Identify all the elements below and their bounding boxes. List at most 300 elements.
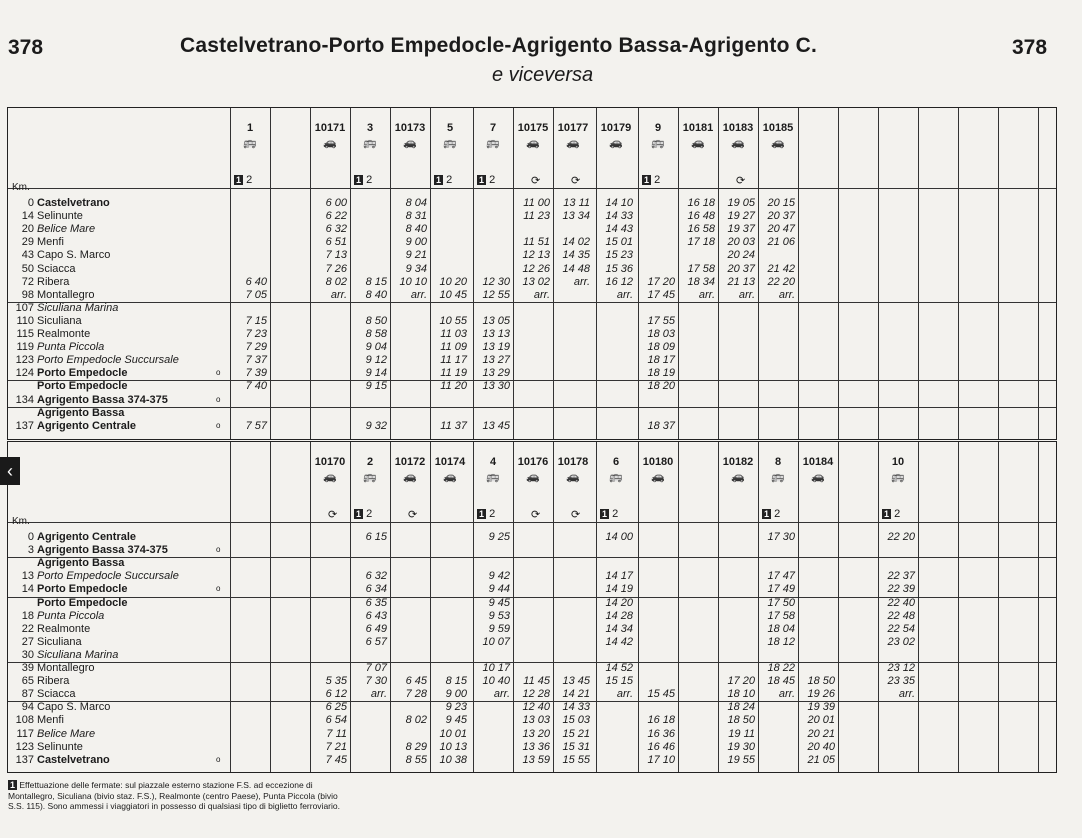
column-divider <box>838 442 839 772</box>
train-number: 8 <box>774 456 782 468</box>
time-cell: 9 45 <box>488 596 510 609</box>
time-cell: 14 28 <box>605 609 633 622</box>
time-cell: 15 15 <box>605 675 633 688</box>
station-name: Agrigento Bassa 374-375 <box>37 544 168 557</box>
time-cell: 22 37 <box>887 570 915 583</box>
station-name: Belice Mare <box>37 727 96 740</box>
time-cell: 22 20 <box>767 275 795 288</box>
time-cell: 6 34 <box>365 583 387 596</box>
station-name: Agrigento Centrale <box>37 419 137 432</box>
station-km: 72 <box>21 275 34 288</box>
time-cell: 13 05 <box>482 314 510 327</box>
time-cell: 17 30 <box>767 531 795 543</box>
time-cell: 21 05 <box>807 753 835 766</box>
time-cell: 12 40 <box>522 701 550 714</box>
bus-icon: 🚌 <box>891 471 905 483</box>
time-cell: 14 02 <box>562 236 590 249</box>
train-number: 2 <box>366 456 374 468</box>
car-icon: 🚗 <box>731 137 745 149</box>
car-icon: 🚗 <box>323 471 337 483</box>
time-cell: 22 40 <box>887 596 915 609</box>
note-mark: 1 <box>356 509 362 519</box>
service-note: ⟳ <box>531 509 541 521</box>
time-cell: 22 39 <box>887 583 915 596</box>
time-cell: 18 03 <box>647 328 675 340</box>
station-name: Realmonte <box>37 328 91 340</box>
time-cell: 8 31 <box>405 210 427 223</box>
station-km: 13 <box>21 570 34 583</box>
time-cell: 13 34 <box>562 210 590 223</box>
station-name: Montallegro <box>37 662 95 674</box>
time-cell: arr. <box>573 275 590 288</box>
time-cell: 21 42 <box>767 262 795 275</box>
time-cell: 16 36 <box>647 727 675 740</box>
time-cell: 9 12 <box>365 354 387 367</box>
time-cell: 18 37 <box>647 419 675 432</box>
time-cell: 8 04 <box>405 197 427 209</box>
time-cell: 16 12 <box>605 275 633 288</box>
time-cell: 10 55 <box>439 314 467 327</box>
note-class: 2 <box>486 508 496 520</box>
note-class: 2 <box>363 174 373 186</box>
connection-icon: o <box>216 368 221 378</box>
station-km: 14 <box>21 210 34 223</box>
time-cell: 9 34 <box>405 262 427 275</box>
note-mark: 1 <box>436 175 442 185</box>
time-cell: 13 03 <box>522 714 550 727</box>
time-cell: 18 24 <box>727 701 755 714</box>
time-cell: 20 15 <box>767 197 795 209</box>
time-cell: 13 13 <box>482 328 510 340</box>
time-cell: 9 00 <box>445 688 467 701</box>
station-name: Siculiana Marina <box>37 301 119 314</box>
station-name: Ribera <box>37 275 70 288</box>
station-name: Porto Empedocle <box>37 380 128 393</box>
column-divider <box>958 442 959 772</box>
time-cell: 18 20 <box>647 380 675 393</box>
connection-icon: o <box>216 545 221 555</box>
time-cell: arr. <box>898 688 915 701</box>
train-number: 7 <box>489 122 497 134</box>
time-cell: 19 39 <box>807 701 835 714</box>
time-cell: 6 25 <box>325 701 347 714</box>
station-km: 94 <box>21 701 34 714</box>
time-cell: 6 49 <box>365 622 387 635</box>
time-cell: 19 55 <box>727 753 755 766</box>
time-cell: 10 07 <box>482 635 510 648</box>
time-cell: 10 20 <box>439 275 467 288</box>
service-note: ⟳ <box>571 509 581 521</box>
time-cell: 18 50 <box>727 714 755 727</box>
station-name: Sciacca <box>37 262 76 275</box>
station-km: 119 <box>16 341 34 354</box>
bus-icon: 🚌 <box>363 471 377 483</box>
station-km: 0 <box>27 531 34 543</box>
note-mark: 1 <box>479 509 485 519</box>
station-name: Selinunte <box>37 740 83 753</box>
station-name: Siculiana <box>37 635 82 648</box>
time-cell: 14 33 <box>605 210 633 223</box>
previous-page-arrow-icon[interactable]: ‹ <box>0 457 20 485</box>
car-icon: 🚗 <box>403 137 417 149</box>
time-cell: 23 35 <box>887 675 915 688</box>
time-cell: arr. <box>738 288 755 301</box>
row-group-divider <box>8 302 1056 303</box>
time-cell: arr. <box>616 688 633 701</box>
time-cell: 13 29 <box>482 367 510 380</box>
time-cell: 6 12 <box>325 688 347 701</box>
time-cell: 13 19 <box>482 341 510 354</box>
time-cell: 7 57 <box>245 419 267 432</box>
time-cell: 17 45 <box>647 288 675 301</box>
time-cell: 13 36 <box>522 740 550 753</box>
footnote-text: Effettuazione delle fermate: sul piazzale esterno stazione F.S. ad eccezione di Montallegro, Siculiana (bivio staz. F.S.), Realmonte (centro Paese), Punta Piccola (bivio S.S. 115). Sono ammessi i viaggiatori in possesso di qualsiasi tipo di biglietto ferroviario. <box>8 780 340 811</box>
time-cell: 10 10 <box>399 275 427 288</box>
time-cell: arr. <box>370 688 387 701</box>
column-divider <box>798 108 799 439</box>
station-name: Porto Empedocle <box>37 596 128 609</box>
time-cell: 14 20 <box>605 596 633 609</box>
time-cell: 6 32 <box>365 570 387 583</box>
connection-icon: o <box>216 420 221 430</box>
bus-icon: 🚌 <box>609 471 623 483</box>
column-divider <box>270 108 271 439</box>
time-cell: 11 45 <box>523 675 550 688</box>
service-note: ⟳ <box>408 509 418 521</box>
time-cell: 11 00 <box>523 197 550 209</box>
time-cell: 7 07 <box>365 662 387 674</box>
service-note: ⟳ <box>531 175 541 187</box>
time-cell: arr. <box>778 288 795 301</box>
column-divider <box>1038 442 1039 772</box>
time-cell: 9 45 <box>445 714 467 727</box>
car-icon: 🚗 <box>771 137 785 149</box>
time-cell: 6 35 <box>365 596 387 609</box>
time-cell: 6 51 <box>325 236 347 249</box>
time-cell: 7 13 <box>325 249 347 262</box>
station-km: 27 <box>21 635 34 648</box>
station-name: Capo S. Marco <box>37 249 111 262</box>
time-cell: 10 17 <box>482 662 510 674</box>
time-cell: 10 13 <box>439 740 467 753</box>
service-note <box>762 508 780 520</box>
time-cell: arr. <box>778 688 795 701</box>
time-cell: 17 47 <box>767 570 795 583</box>
station-name: Agrigento Bassa 374-375 <box>37 393 168 406</box>
time-cell: 9 00 <box>405 236 427 249</box>
note-class: 2 <box>651 174 661 186</box>
time-cell: 14 43 <box>605 223 633 236</box>
note-class: 2 <box>771 508 781 520</box>
station-name: Capo S. Marco <box>37 701 111 714</box>
row-group-divider <box>8 407 1056 408</box>
time-cell: 15 23 <box>605 249 633 262</box>
note-mark: 1 <box>644 175 650 185</box>
time-cell: 6 15 <box>365 531 387 543</box>
time-cell: 10 38 <box>439 753 467 766</box>
time-cell: 18 22 <box>767 662 795 674</box>
station-km: 123 <box>15 740 34 753</box>
page-number-right: 378 <box>1012 36 1048 59</box>
time-cell: 11 03 <box>440 328 467 340</box>
footnote-mark: 1 <box>10 780 16 790</box>
row-group-divider <box>8 557 1056 558</box>
time-cell: 15 01 <box>605 236 633 249</box>
page-title: Castelvetrano-Porto Empedocle-Agrigento Bassa-Agrigento C. <box>180 34 818 57</box>
timetable-return <box>7 441 1057 773</box>
time-cell: 12 28 <box>522 688 550 701</box>
footnote <box>8 780 348 812</box>
car-icon: 🚗 <box>443 471 457 483</box>
time-cell: 10 40 <box>482 675 510 688</box>
km-heading: Km. <box>12 182 30 193</box>
service-note: ⟳ <box>571 175 581 187</box>
train-number: 10177 <box>557 122 589 134</box>
time-cell: 13 45 <box>562 675 590 688</box>
time-cell: 5 35 <box>325 675 347 688</box>
time-cell: arr. <box>616 288 633 301</box>
time-cell: arr. <box>410 288 427 301</box>
time-cell: 20 01 <box>807 714 835 727</box>
time-cell: 20 03 <box>727 236 755 249</box>
service-note: ⟳ <box>736 175 746 187</box>
car-icon: 🚗 <box>403 471 417 483</box>
time-cell: 10 45 <box>439 288 467 301</box>
column-divider <box>878 108 879 439</box>
column-divider <box>678 442 679 772</box>
time-cell: 19 26 <box>807 688 835 701</box>
car-icon: 🚗 <box>691 137 705 149</box>
time-cell: 8 29 <box>405 740 427 753</box>
time-cell: 7 21 <box>325 740 347 753</box>
time-cell: 18 45 <box>767 675 795 688</box>
train-number: 10173 <box>394 122 426 134</box>
time-cell: 9 44 <box>488 583 510 596</box>
time-cell: 22 54 <box>887 622 915 635</box>
time-cell: 11 19 <box>440 367 467 380</box>
time-cell: 20 37 <box>727 262 755 275</box>
time-cell: 18 50 <box>807 675 835 688</box>
page-subtitle: e viceversa <box>492 64 594 86</box>
note-mark: 1 <box>356 175 362 185</box>
train-number: 10185 <box>762 122 794 134</box>
station-name: Siculiana Marina <box>37 648 119 661</box>
service-note <box>882 508 900 520</box>
time-cell: 17 20 <box>647 275 675 288</box>
time-cell: 13 27 <box>482 354 510 367</box>
station-name: Selinunte <box>37 210 83 223</box>
time-cell: 14 33 <box>562 701 590 714</box>
time-cell: 14 10 <box>605 197 633 209</box>
time-cell: 20 37 <box>767 210 795 223</box>
time-cell: 14 17 <box>605 570 633 583</box>
time-cell: 12 30 <box>482 275 510 288</box>
time-cell: 9 15 <box>365 380 387 393</box>
time-cell: 17 50 <box>767 596 795 609</box>
station-name: Castelvetrano <box>37 197 110 209</box>
bus-icon: 🚌 <box>243 137 257 149</box>
column-divider <box>838 108 839 439</box>
note-mark: 1 <box>602 509 608 519</box>
km-heading: Km. <box>12 516 30 527</box>
station-km: 14 <box>21 583 34 596</box>
station-km: 3 <box>27 544 34 557</box>
station-km: 134 <box>15 393 34 406</box>
station-km: 39 <box>21 662 34 674</box>
time-cell: 8 40 <box>405 223 427 236</box>
time-cell: 7 26 <box>325 262 347 275</box>
time-cell: 7 37 <box>245 354 267 367</box>
station-name: Porto Empedocle Succursale <box>37 570 179 583</box>
time-cell: 14 19 <box>605 583 633 596</box>
car-icon: 🚗 <box>526 137 540 149</box>
column-divider <box>918 108 919 439</box>
service-note <box>477 174 495 186</box>
time-cell: 13 11 <box>563 197 590 209</box>
time-cell: 7 40 <box>245 380 267 393</box>
time-cell: 21 06 <box>767 236 795 249</box>
station-km: 137 <box>15 753 34 766</box>
time-cell: arr. <box>533 288 550 301</box>
time-cell: 7 30 <box>365 675 387 688</box>
time-cell: 17 10 <box>647 753 675 766</box>
time-cell: 7 29 <box>245 341 267 354</box>
time-cell: 18 09 <box>647 341 675 354</box>
time-cell: 8 55 <box>405 753 427 766</box>
note-class: 2 <box>486 174 496 186</box>
service-note <box>434 174 452 186</box>
column-divider <box>958 108 959 439</box>
car-icon: 🚗 <box>566 471 580 483</box>
time-cell: 9 42 <box>488 570 510 583</box>
time-cell: 16 48 <box>687 210 715 223</box>
connection-icon: o <box>216 394 221 404</box>
station-name: Agrigento Bassa <box>37 557 125 570</box>
station-km: 108 <box>15 714 34 727</box>
time-cell: 8 58 <box>365 328 387 340</box>
service-note <box>354 508 372 520</box>
time-cell: 11 17 <box>440 354 467 367</box>
time-cell: 12 55 <box>482 288 510 301</box>
station-name: Ribera <box>37 675 70 688</box>
time-cell: 14 35 <box>562 249 590 262</box>
service-note: ⟳ <box>328 509 338 521</box>
time-cell: 8 50 <box>365 314 387 327</box>
car-icon: 🚗 <box>651 471 665 483</box>
car-icon: 🚗 <box>811 471 825 483</box>
station-km: 107 <box>15 301 34 314</box>
station-name: Porto Empedocle Succursale <box>37 354 179 367</box>
car-icon: 🚗 <box>566 137 580 149</box>
header-divider <box>8 188 1056 189</box>
train-number: 10184 <box>802 456 834 468</box>
time-cell: 9 59 <box>488 622 510 635</box>
station-km: 124 <box>15 367 34 380</box>
time-cell: 22 20 <box>887 531 915 543</box>
station-km: 50 <box>21 262 34 275</box>
service-note <box>477 508 495 520</box>
station-name: Sciacca <box>37 688 76 701</box>
car-icon: 🚗 <box>609 137 623 149</box>
time-cell: 17 49 <box>767 583 795 596</box>
time-cell: 12 13 <box>522 249 550 262</box>
station-name: Porto Empedocle <box>37 367 128 380</box>
time-cell: 6 22 <box>325 210 347 223</box>
time-cell: 18 17 <box>647 354 675 367</box>
note-mark: 1 <box>764 509 770 519</box>
column-divider <box>1038 108 1039 439</box>
station-km: 117 <box>16 727 34 740</box>
time-cell: 16 58 <box>687 223 715 236</box>
station-name: Agrigento Centrale <box>37 531 137 543</box>
bus-icon: 🚌 <box>363 137 377 149</box>
time-cell: 16 18 <box>687 197 715 209</box>
time-cell: 21 13 <box>727 275 755 288</box>
station-name: Siculiana <box>37 314 82 327</box>
time-cell: 8 15 <box>445 675 467 688</box>
train-number: 10176 <box>517 456 549 468</box>
station-km: 0 <box>27 197 34 209</box>
time-cell: 20 40 <box>807 740 835 753</box>
station-km: 29 <box>21 236 34 249</box>
service-note <box>600 508 618 520</box>
time-cell: 15 31 <box>562 740 590 753</box>
time-cell: 14 34 <box>605 622 633 635</box>
time-cell: 23 12 <box>887 662 915 674</box>
station-name: Realmonte <box>37 622 91 635</box>
time-cell: 11 51 <box>523 236 550 249</box>
time-cell: 6 57 <box>365 635 387 648</box>
time-cell: 11 37 <box>440 419 467 432</box>
car-icon: 🚗 <box>731 471 745 483</box>
note-class: 2 <box>609 508 619 520</box>
page-number-left: 378 <box>8 36 44 59</box>
bus-icon: 🚌 <box>486 471 500 483</box>
time-cell: 16 46 <box>647 740 675 753</box>
time-cell: 15 21 <box>562 727 590 740</box>
station-name: Porto Empedocle <box>37 583 128 596</box>
bus-icon: 🚌 <box>443 137 457 149</box>
note-mark: 1 <box>236 175 242 185</box>
time-cell: 17 55 <box>647 314 675 327</box>
time-cell: 9 23 <box>445 701 467 714</box>
connection-icon: o <box>216 754 221 764</box>
station-km: 18 <box>21 609 34 622</box>
time-cell: 13 20 <box>522 727 550 740</box>
station-name: Agrigento Bassa <box>37 406 125 419</box>
train-number: 10180 <box>642 456 674 468</box>
time-cell: 13 59 <box>522 753 550 766</box>
column-divider <box>998 442 999 772</box>
time-cell: 12 26 <box>522 262 550 275</box>
train-number: 10 <box>891 456 905 468</box>
time-cell: 18 10 <box>727 688 755 701</box>
time-cell: 7 05 <box>245 288 267 301</box>
time-cell: 11 09 <box>440 341 467 354</box>
time-cell: 19 27 <box>727 210 755 223</box>
time-cell: arr. <box>493 688 510 701</box>
time-cell: 20 24 <box>727 249 755 262</box>
time-cell: 8 15 <box>365 275 387 288</box>
time-cell: 10 01 <box>439 727 467 740</box>
time-cell: 18 12 <box>767 635 795 648</box>
bus-icon: 🚌 <box>771 471 785 483</box>
time-cell: 14 52 <box>605 662 633 674</box>
station-km: 110 <box>16 314 34 327</box>
time-cell: 7 23 <box>245 328 267 340</box>
bus-icon: 🚌 <box>486 137 500 149</box>
time-cell: 17 58 <box>767 609 795 622</box>
